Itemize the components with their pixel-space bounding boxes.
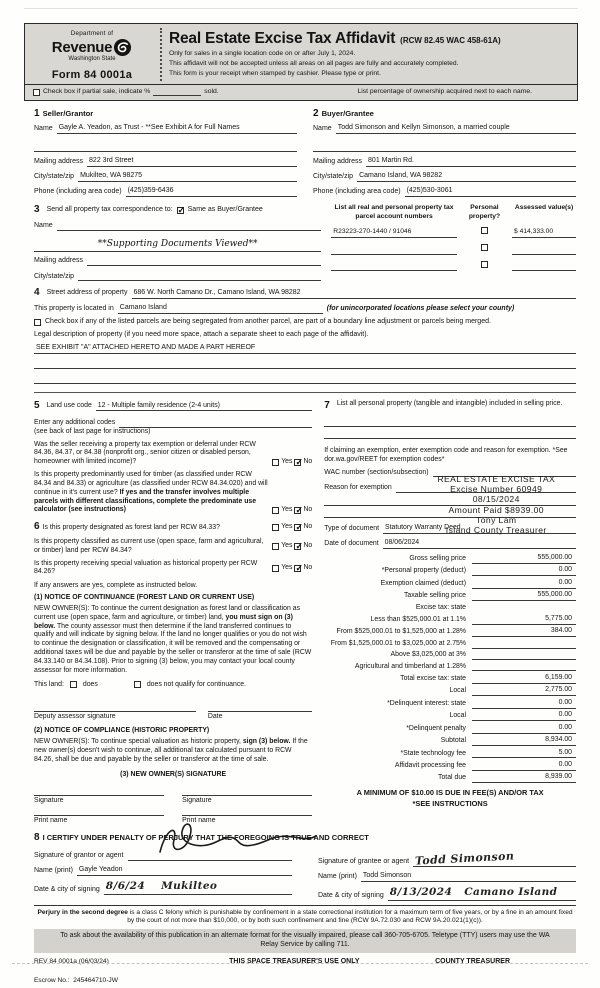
seller-name-field-2[interactable] xyxy=(34,144,297,152)
tax-correspondence-section xyxy=(34,204,321,281)
correspondence-name-field-2[interactable] xyxy=(34,239,321,252)
tax-row-label: Above $3,025,000 at 3% xyxy=(390,651,466,659)
correspondence-city-label: City/state/zip xyxy=(34,272,75,280)
continuance-paragraph xyxy=(34,605,312,676)
signature-label: Signature xyxy=(34,797,64,805)
located-in-label: This property is located in xyxy=(34,305,114,313)
alternate-format-notice: To ask about the availability of this publication in an alternate format for the visually impaired, please call 360-705-6705. Teletype (TTY) users may use the WA Relay Service by calling 711. xyxy=(34,929,576,953)
q-timber-yesno xyxy=(272,506,312,515)
legal-description-blank-line-1[interactable] xyxy=(34,368,576,369)
buyer-city-value: Camano Island, WA 98282 xyxy=(359,172,443,180)
form-title-rcw-code: (RCW 82.45 WAC 458-61A) xyxy=(400,36,501,45)
street-address-value: 686 W. North Camano Dr., Camano Island, WA 98282 xyxy=(133,288,301,296)
buyer-name-field[interactable] xyxy=(336,124,576,134)
timber-question-bold: If yes and the transfer involves multiple parcels with different classifications, complete the predominate use calculator (see instructions) xyxy=(34,488,257,514)
assessed-value-field-3[interactable] xyxy=(512,263,576,271)
grantor-city-ink: Mukilteo xyxy=(161,880,218,893)
sold-label: sold. xyxy=(204,88,219,95)
minimum-due-notice: A MINIMUM OF $10.00 IS DUE IN FEE(S) AND/OR TAX xyxy=(356,788,544,798)
yes-label: Yes xyxy=(281,564,293,572)
parcel-number-field-2[interactable] xyxy=(331,247,456,255)
certify-statement: I CERTIFY UNDER PENALTY OF PERJURY THAT THE FOREGOING IS TRUE AND CORRECT xyxy=(42,833,369,842)
tax-row-label: Taxable selling price xyxy=(403,592,466,600)
treasurer-excise-stamp xyxy=(396,474,596,535)
tax-row-label: Agricultural and timberland at 1.28% xyxy=(354,662,466,670)
tax-row-value: 384.00 xyxy=(472,627,576,637)
grantor-date-ink: 8/6/24 xyxy=(105,880,146,893)
current-use-yes-checkbox[interactable] xyxy=(272,543,279,550)
exemption-yes-checkbox[interactable] xyxy=(272,459,279,466)
buyer-city-label: City/state/zip xyxy=(313,173,354,181)
tax-row-value: 8,934.00 xyxy=(472,736,576,746)
grantee-signature-ink: Todd Simonson xyxy=(414,849,515,868)
section-8-number: 8 xyxy=(34,832,40,843)
correspondence-mailing-field[interactable] xyxy=(87,258,321,266)
yes-label: Yes xyxy=(281,506,293,514)
q-exemption-yesno xyxy=(272,458,312,467)
tax-row-value: 555,000.00 xyxy=(472,554,576,564)
top-rule xyxy=(24,8,578,9)
tax-row-value: 0.00 xyxy=(472,711,576,721)
seller-phone-value: (425)359-6436 xyxy=(127,187,174,195)
compliance-body-1: NEW OWNER(S): To continue special valuation as historic property, xyxy=(34,738,243,746)
land-use-field[interactable] xyxy=(96,402,312,412)
correspondence-mailing-label: Mailing address xyxy=(34,256,84,264)
tax-row-label: Exemption claimed (deduct) xyxy=(380,579,466,587)
grantee-name-print-value: Todd Simonson xyxy=(362,871,412,879)
compliance-body-2: If the new owner(s) doesn't wish to continue, all additional tax calculated pursuant to RCW 84.26, shall be due and payable by the seller or transferor at the time of sale. xyxy=(34,738,308,763)
personal-property-header: Personal property? xyxy=(468,204,501,220)
no-label: No xyxy=(303,506,313,514)
seller-mailing-value: 822 3rd Street xyxy=(89,157,134,165)
personal-property-blank-2[interactable] xyxy=(324,438,576,439)
ownership-percent-note: List percentage of ownership acquired next to each name. xyxy=(357,88,532,95)
stamp-date: 08/15/2024 xyxy=(472,494,520,505)
does-not-qualify-checkbox[interactable] xyxy=(134,681,141,688)
new-owners-signature-title: (3) NEW OWNER(S) SIGNATURE xyxy=(120,770,227,778)
personal-property-checkbox-3[interactable] xyxy=(481,261,488,268)
parcel-number-field-3[interactable] xyxy=(331,263,456,271)
historical-question: Is this property receiving special valuation as historical property per RCW 84.26? xyxy=(34,559,258,576)
same-as-buyer-label: Same as Buyer/Grantee xyxy=(187,206,263,214)
form-header xyxy=(24,23,578,85)
deputy-assessor-signature-line[interactable] xyxy=(34,711,196,722)
no-label: No xyxy=(303,542,313,550)
date-of-document-value: 08/06/2024 xyxy=(384,539,420,547)
section-5-number: 5 xyxy=(34,400,40,412)
correspondence-name-label: Name xyxy=(34,222,53,230)
tax-row-label: Local xyxy=(449,687,466,695)
buyer-name-value: Todd Simonson and Kellyn Simonson, a married couple xyxy=(337,124,510,132)
tax-row-label: Total excise tax: state xyxy=(400,675,466,683)
parcel-row xyxy=(331,261,576,272)
print-name-label: Print name xyxy=(34,817,68,825)
legal-description-blank-line-2[interactable] xyxy=(34,383,576,384)
seller-name-label: Name xyxy=(34,125,53,133)
current-use-no-checkbox[interactable] xyxy=(294,543,301,550)
forest-yes-checkbox[interactable] xyxy=(272,524,279,531)
revenue-swirl-icon xyxy=(113,38,132,57)
segregated-label: Check box if any of the listed parcels are being segregated from another parcel, are part of a boundary line adjustment or parcels being merged. xyxy=(45,318,491,326)
buyer-city-field[interactable] xyxy=(357,172,576,182)
forest-no-checkbox[interactable] xyxy=(294,524,301,531)
continuance-bold: you must sign on (3) below. xyxy=(34,613,293,630)
seller-phone-field[interactable] xyxy=(126,187,297,197)
grantee-name-print-field[interactable] xyxy=(361,872,576,882)
tax-row-value: 0.00 xyxy=(472,761,576,771)
perjury-rest: is a class C felony which is punishable by confinement in a state correctional institution for a maximum term of five years, or by a fine in an amount fixed by the court of not more than $10,000, or by both such confinement and fine (RCW 9A.72.030 and RCW 9A.20.021(1)(c)). xyxy=(127,908,573,925)
see-instructions-note: *SEE INSTRUCTIONS xyxy=(412,798,488,808)
tax-row-label: Gross selling price xyxy=(409,554,466,562)
buyer-phone-value: (425)530-3061 xyxy=(406,187,453,195)
tax-row-label: Subtotal xyxy=(440,737,466,745)
parcel-numbers-header: List all real and personal property tax parcel account numbers xyxy=(334,204,454,220)
header-divider xyxy=(160,28,162,81)
does-not-label: does not qualify for continuance. xyxy=(146,680,247,688)
tax-row-value: 5.00 xyxy=(472,749,576,759)
tax-row-value: 5,775.00 xyxy=(472,615,576,625)
stamp-excise-number: Excise Number 60949 xyxy=(450,484,543,495)
grantee-date-city-field[interactable] xyxy=(388,886,576,900)
reason-exemption-label: Reason for exemption xyxy=(324,484,392,492)
unincorporated-note: (for unincorporated locations please select your county) xyxy=(326,305,515,313)
tax-row-label: *Delinquent interest: state xyxy=(387,699,466,707)
timber-yes-checkbox[interactable] xyxy=(272,507,279,514)
new-owner-signature-line-2[interactable] xyxy=(182,795,312,806)
street-address-field[interactable] xyxy=(132,289,577,299)
tax-row-value xyxy=(472,604,576,612)
tax-row-label: From $525,000.01 to $1,525,000 at 1.28% xyxy=(336,628,466,636)
located-in-field[interactable] xyxy=(118,304,323,314)
revenue-wordmark: Revenue xyxy=(51,39,113,57)
tax-row-label: Total due xyxy=(438,774,466,782)
buyer-name-label: Name xyxy=(313,125,332,133)
bottom-fold-line xyxy=(12,963,588,964)
section-1-number: 1 xyxy=(34,107,40,119)
form-number: Form 84 0001a xyxy=(51,68,133,81)
exemption-code-note: If claiming an exemption, enter exemption code and reason for exemption. *See dor.wa.gov/REET for exemption codes* xyxy=(324,446,568,463)
grantee-city-ink: Camano Island xyxy=(464,886,558,899)
land-use-label: Land use code xyxy=(46,402,92,410)
section-4-number: 4 xyxy=(34,287,40,299)
historical-yes-checkbox[interactable] xyxy=(272,565,279,572)
print-name-label: Print name xyxy=(182,817,216,825)
grantor-name-print-field[interactable] xyxy=(77,866,292,876)
tax-row-value: 0.00 xyxy=(472,724,576,734)
parcel-number-1: R23223-270-1440 / 91046 xyxy=(333,228,412,236)
partial-sale-percent-field[interactable] xyxy=(153,88,201,96)
new-owner-signature-line-1[interactable] xyxy=(34,795,164,806)
same-as-buyer-checkbox[interactable] xyxy=(177,207,184,214)
tax-row-label: Local xyxy=(449,712,466,720)
header-subline-1: Only for sales in a single location code on or after July 1, 2024. xyxy=(169,50,356,58)
q-current-use-yesno xyxy=(272,542,312,551)
perjury-statement xyxy=(34,905,576,926)
rev-form-number: REV 84 0001a (06/03/24) xyxy=(34,957,109,965)
personal-property-blank-1[interactable] xyxy=(324,426,576,427)
grantor-signature-label: Signature of grantor or agent xyxy=(34,852,124,860)
located-in-value: Camano Island xyxy=(119,304,167,312)
deputy-date-line[interactable] xyxy=(208,711,312,722)
yes-label: Yes xyxy=(281,523,293,531)
answers-yes-note: If any answers are yes, complete as instructed below. xyxy=(34,582,198,590)
personal-property-intro: List all personal property (tangible and intangible) included in selling price. xyxy=(336,400,563,408)
street-address-label: Street address of property xyxy=(46,289,128,297)
assessed-value-field-2[interactable] xyxy=(512,247,576,255)
exemption-deferral-question: Was the seller receiving a property tax exemption or deferral under RCW 84.36, 84.37, or 84.38 (nonprofit org., senior citizen or disabled person, homeowner with limited income)? xyxy=(34,440,256,466)
seller-grantor-section xyxy=(34,108,297,198)
grantee-date-ink: 8/13/2024 xyxy=(389,886,453,899)
forest-land-question: Is this property designated as forest land per RCW 84.33? xyxy=(42,524,220,532)
parcel-number-field-1[interactable] xyxy=(331,228,456,238)
header-subline-2: This affidavit will not be accepted unless all areas on all pages are fully and accurately completed. xyxy=(169,60,459,68)
compliance-paragraph xyxy=(34,738,312,764)
grantor-date-city-field[interactable] xyxy=(104,880,292,894)
no-label: No xyxy=(303,523,313,531)
revenue-logo-block xyxy=(29,28,155,81)
seller-name-value: Gayle A. Yeadon, as Trust - **See Exhibit A for Full Names xyxy=(58,124,240,132)
signature-label: Signature xyxy=(182,797,212,805)
perjury-bold: Perjury in the second degree xyxy=(37,908,128,916)
tax-row-value: 2,775.00 xyxy=(472,686,576,696)
historical-no-checkbox[interactable] xyxy=(294,565,301,572)
yes-label: Yes xyxy=(281,542,293,550)
parcel-row xyxy=(331,227,576,238)
treasurer-use-only-label: THIS SPACE TREASURER'S USE ONLY xyxy=(229,957,360,965)
buyer-mailing-field[interactable] xyxy=(366,157,576,167)
new-owner-print-name-line-1[interactable] xyxy=(34,815,164,826)
form-title: Real Estate Excise Tax Affidavit xyxy=(169,30,396,47)
property-address-section xyxy=(34,287,576,384)
correspondence-label: Send all property tax correspondence to: xyxy=(46,206,173,214)
section-3-number: 3 xyxy=(34,204,40,216)
tax-row-value: 0.00 xyxy=(472,566,576,576)
buyer-mailing-value: 801 Martin Rd. xyxy=(368,157,414,165)
deputy-assessor-label: Deputy assessor signature xyxy=(34,713,116,721)
new-owner-print-name-line-2[interactable] xyxy=(182,815,312,826)
no-label: No xyxy=(303,458,313,466)
assessed-value-1: $ 414,333.00 xyxy=(514,228,554,236)
grantee-signature-field[interactable] xyxy=(413,849,576,868)
county-treasurer-label: COUNTY TREASURER xyxy=(435,957,510,965)
stamp-amount-paid: Amount Paid $8939.00 xyxy=(448,504,544,515)
tax-row-value: 8,939.00 xyxy=(472,773,576,783)
timber-no-checkbox[interactable] xyxy=(294,507,301,514)
continuance-body-1: NEW OWNER(S): To continue the current designation as forest land or classification as current use (open space, farm and agriculture, or timber) land, xyxy=(34,604,301,621)
washington-state-label: Washington State xyxy=(68,56,116,63)
additional-codes-note: (see back of last page for instructions) xyxy=(34,427,151,435)
grantor-date-city-label: Date & city of signing xyxy=(34,885,100,893)
type-of-document-label: Type of document xyxy=(324,525,380,533)
partial-sale-checkbox[interactable] xyxy=(33,89,40,96)
this-land-label: This land: xyxy=(34,680,64,688)
excise-tax-table xyxy=(324,554,576,783)
partial-sale-strip xyxy=(24,85,578,101)
does-qualify-checkbox[interactable] xyxy=(70,681,77,688)
seller-name-field[interactable] xyxy=(57,124,297,134)
q-forest-yesno xyxy=(272,523,312,532)
grantor-signature-field[interactable] xyxy=(128,853,292,861)
tax-row-label: *Delinquent penalty xyxy=(406,724,466,732)
deputy-date-label: Date xyxy=(207,713,223,721)
section-2-number: 2 xyxy=(313,107,319,119)
section-6-number: 6 xyxy=(34,521,40,533)
tax-row-label: Less than $525,000.01 at 1.1% xyxy=(370,615,466,623)
seller-phone-label: Phone (including area code) xyxy=(34,188,122,196)
does-label: does xyxy=(82,680,98,688)
seller-city-label: City/state/zip xyxy=(34,173,75,181)
escrow-number-value: 245464710-JW xyxy=(73,976,118,984)
legal-description-label: Legal description of property (if you need more space, attach a separate sheet to each page of the affidavit). xyxy=(34,331,369,339)
additional-codes-field[interactable] xyxy=(119,420,312,428)
additional-codes-label: Enter any additional codes xyxy=(34,418,116,426)
tax-row-value xyxy=(472,641,576,649)
stamp-title: REAL ESTATE EXCISE TAX xyxy=(437,474,556,485)
tax-row-label: From $1,525,000.01 to $3,025,000 at 2.75% xyxy=(330,639,466,647)
tax-row-value: 0.00 xyxy=(472,579,576,589)
land-use-value: 12 - Multiple family residence (2-4 units) xyxy=(97,401,220,409)
tax-row-value: 0.00 xyxy=(472,699,576,709)
buyer-phone-field[interactable] xyxy=(405,187,576,197)
grantee-signature-label: Signature of grantee or agent xyxy=(318,858,410,866)
assessed-value-field-1[interactable] xyxy=(512,228,576,238)
buyer-heading: Buyer/Grantee xyxy=(321,108,374,118)
segregated-checkbox[interactable] xyxy=(34,319,41,326)
compliance-bold: sign (3) below. xyxy=(242,738,291,746)
current-use-question: Is this property classified as current use (open space, farm and agricultural, or timber) land per RCW 84.34? xyxy=(34,537,264,554)
yes-label: Yes xyxy=(281,458,293,466)
tax-row-label: *State technology fee xyxy=(400,749,466,757)
q-historical-yesno xyxy=(272,564,312,573)
assessed-value-header: Assessed value(s) xyxy=(514,204,574,212)
correspondence-name-field[interactable] xyxy=(57,223,322,231)
partial-sale-label: Check box if partial sale, indicate % xyxy=(43,88,151,95)
buyer-phone-label: Phone (including area code) xyxy=(313,188,401,196)
correspondence-city-field[interactable] xyxy=(78,273,321,281)
tax-row-value xyxy=(472,663,576,671)
grantor-name-print-label: Name (print) xyxy=(34,866,73,874)
tax-row-label: Affidavit processing fee xyxy=(394,762,466,770)
continuance-body-2: The county assessor must then determine if the land transferred continues to qualify and will indicate by signing below. If the land no longer qualifies or you do not wish to continue the designation or classification, it will be removed and the compensating or additional taxes will be due and payable by the seller or transferor at the time of sale (RCW 84.33.140 or 84.34.108). Prior to signing (3) below, you may contact your local county assessor for more information. xyxy=(34,622,312,674)
seller-mailing-label: Mailing address xyxy=(34,158,84,166)
section-7-number: 7 xyxy=(324,400,330,412)
seller-mailing-field[interactable] xyxy=(87,157,297,167)
type-of-document-value: Statutory Warranty Deed xyxy=(385,524,461,532)
parcel-table xyxy=(331,204,576,281)
legal-description-field[interactable] xyxy=(34,344,576,354)
legal-description-value: SEE EXHIBIT "A" ATTACHED HERETO AND MADE A PART HEREOF xyxy=(36,344,256,352)
buyer-grantee-section xyxy=(313,108,576,198)
stamp-treasurer-name: Tony Lam xyxy=(476,514,517,525)
compliance-title: (2) NOTICE OF COMPLIANCE (HISTORIC PROPERTY) xyxy=(34,727,210,735)
supporting-documents-note: **Supporting Documents Viewed** xyxy=(97,239,258,250)
grantor-name-print-value: Gayle Yeadon xyxy=(78,865,123,873)
tax-row-label: *Personal property (deduct) xyxy=(381,567,466,575)
no-label: No xyxy=(303,564,313,572)
timber-question: Is this property predominantly used for timber (as classified under RCW 84.34 and 84.33) or agriculture (as classified under RCW 84.34.020) and will continue in it's current use? xyxy=(34,471,268,496)
stamp-treasurer-title: Island County Treasurer xyxy=(445,524,547,535)
certification-section xyxy=(34,832,576,901)
date-of-document-field[interactable] xyxy=(383,539,576,549)
seller-city-field[interactable] xyxy=(78,172,297,182)
personal-property-checkbox-2[interactable] xyxy=(481,244,488,251)
tax-row-value xyxy=(472,652,576,660)
tax-row-label: Excise tax: state xyxy=(415,603,466,611)
tax-row-value: 6,159.00 xyxy=(472,674,576,684)
buyer-mailing-label: Mailing address xyxy=(313,158,363,166)
buyer-name-field-2[interactable] xyxy=(313,144,576,152)
escrow-number-label: Escrow No.: xyxy=(34,976,70,984)
parcel-row xyxy=(331,244,576,255)
personal-property-checkbox-1[interactable] xyxy=(481,227,488,234)
continuance-title: (1) NOTICE OF CONTINUANCE (FOREST LAND OR CURRENT USE) xyxy=(34,594,255,602)
wac-number-label: WAC number (section/subsection) xyxy=(324,468,429,476)
date-of-document-label: Date of document xyxy=(324,540,379,548)
tax-row-value: 555,000.00 xyxy=(472,591,576,601)
dept-of-label: Department of xyxy=(70,30,114,37)
exemption-no-checkbox[interactable] xyxy=(294,459,301,466)
seller-heading: Seller/Grantor xyxy=(42,108,94,118)
header-subline-3: This form is your receipt when stamped by cashier. Please type or print. xyxy=(169,70,381,78)
grantee-date-city-label: Date & city of signing xyxy=(318,891,384,899)
grantee-name-print-label: Name (print) xyxy=(318,872,357,880)
seller-city-value: Mukilteo, WA 98275 xyxy=(80,172,143,180)
